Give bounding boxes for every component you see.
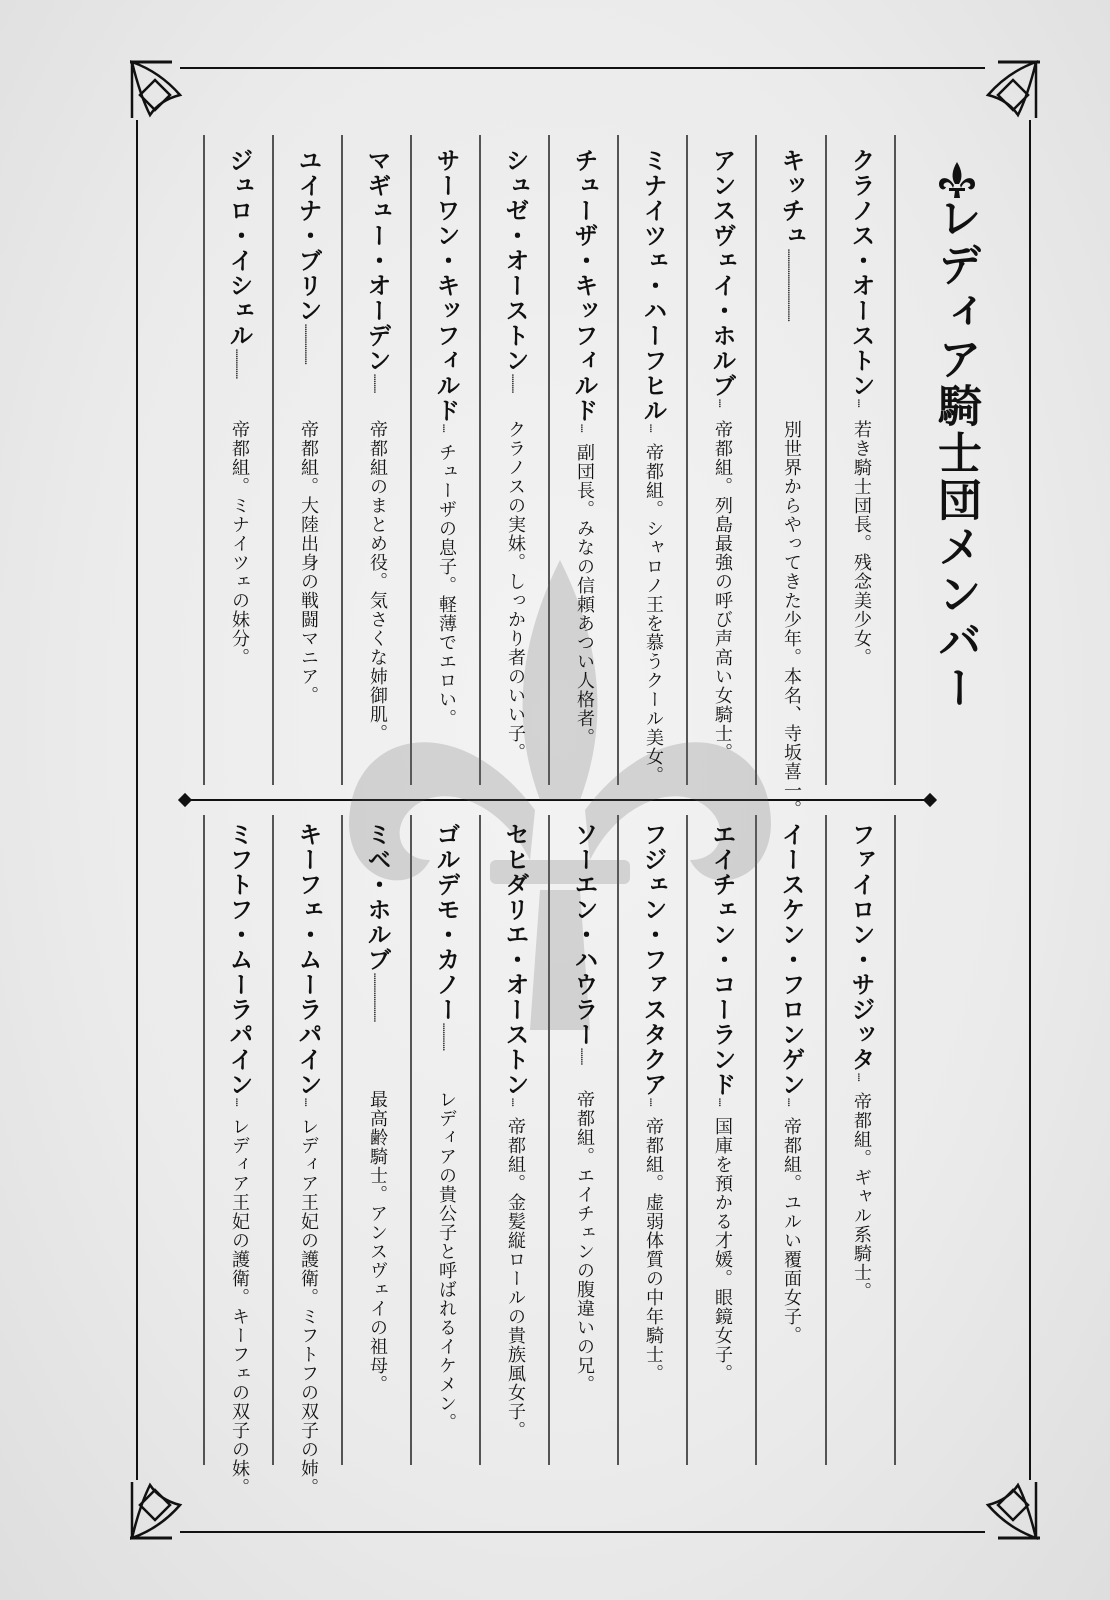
member-entry: [210, 148, 268, 667]
member-name: アンスヴェイ・ホルブ: [708, 148, 736, 398]
member-description: 帝都組。金髪縦ロールの貴族風女子。: [505, 1117, 526, 1440]
member-description: 副団長。みなの信頼あつい人格者。: [574, 443, 595, 747]
leader-dots: ....: [646, 423, 661, 432]
leader-dots: .......................: [370, 972, 385, 1022]
member-description: レディアの貴公子と呼ばれるイケメン。: [436, 1090, 457, 1432]
leader-dots: ....: [646, 1097, 661, 1106]
member-description: 国庫を預かる才媛。眼鏡女子。: [712, 1117, 733, 1383]
member-name: ミフトフ・ムーラパイン: [225, 822, 253, 1097]
member-entry: [486, 148, 544, 762]
member-name: ユイナ・ブリン: [294, 148, 322, 323]
member-description: 帝都組。ユルい覆面女子。: [781, 1117, 802, 1345]
member-entry: [417, 148, 475, 728]
member-entry: [210, 822, 268, 1497]
leader-dots: ....: [854, 398, 869, 407]
member-description: 帝都組。虚弱体質の中年騎士。: [643, 1117, 664, 1383]
member-name: チューザ・キッフィルド: [570, 148, 598, 423]
fleur-de-lis-icon: [937, 160, 977, 200]
leader-dots: ....: [854, 1072, 869, 1081]
leader-dots: ....: [301, 1097, 316, 1106]
member-name: キーフェ・ムーラパイン: [294, 822, 322, 1097]
member-name: ミベ・ホルブ: [363, 822, 391, 972]
member-description: レディア王妃の護衛。キーフェの双子の妹。: [229, 1117, 250, 1497]
member-name: ファイロン・サジッタ: [847, 822, 875, 1072]
leader-dots: ..................................: [784, 248, 799, 321]
member-entry: [348, 148, 406, 743]
member-name: クラノス・オーストン: [847, 148, 875, 398]
member-entry: [624, 148, 682, 785]
leader-dots: ....: [232, 1097, 247, 1106]
leader-dots: ....: [577, 423, 592, 432]
member-description: 帝都組。シャロノ王を慕うクール美女。: [643, 443, 664, 785]
member-name: シュゼ・オーストン: [501, 148, 529, 373]
leader-dots: ....: [439, 423, 454, 432]
member-entry: [486, 822, 544, 1440]
leader-dots: ...................: [301, 323, 316, 364]
leader-dots: .........: [508, 373, 523, 393]
member-description: チューザの息子。軽薄でエロい。: [436, 443, 457, 728]
member-name: フジェン・ファスタクア: [639, 822, 667, 1097]
member-entry: [624, 822, 682, 1383]
member-entry: [762, 148, 820, 819]
member-description: 帝都組。ギャル系騎士。: [851, 1092, 872, 1301]
member-name: ジュロ・イシェル: [225, 148, 253, 348]
member-entry: [693, 148, 751, 762]
member-name: ゴルデモ・カノー: [432, 822, 460, 1022]
member-description: レディア王妃の護衛。ミフトフの双子の姉。: [298, 1117, 319, 1497]
member-name: イースケン・フロンゲン: [777, 822, 805, 1097]
member-description: クラノスの実妹。しっかり者のいい子。: [505, 420, 526, 762]
member-description: 帝都組。大陸出身の戦闘マニア。: [298, 420, 319, 705]
member-name: セヒダリエ・オーストン: [501, 822, 529, 1097]
member-name: サーワン・キッフィルド: [432, 148, 460, 423]
member-entry: [417, 822, 475, 1432]
member-entry: [279, 148, 337, 705]
member-name: ソーエン・ハウラー: [570, 822, 598, 1047]
member-name: キッチュ: [777, 148, 805, 248]
leader-dots: .............: [439, 1022, 454, 1050]
member-entry: [555, 148, 613, 747]
member-entry: [832, 822, 890, 1301]
member-name: エイチェン・コーランド: [708, 822, 736, 1097]
leader-dots: ....: [508, 1097, 523, 1106]
member-entry: [832, 148, 890, 667]
member-entry: [762, 822, 820, 1345]
member-description: 帝都組。ミナイツェの妹分。: [229, 420, 250, 667]
member-name: マギュー・オーデン: [363, 148, 391, 373]
member-entry: [348, 822, 406, 1394]
page-title: レディア騎士団メンバー: [930, 195, 981, 712]
member-description: 最高齢騎士。アンスヴェイの祖母。: [367, 1090, 388, 1394]
member-description: 帝都組。エイチェンの腹違いの兄。: [574, 1090, 595, 1394]
leader-dots: ........: [577, 1047, 592, 1065]
leader-dots: ..............: [232, 348, 247, 378]
leader-dots: ....: [715, 1097, 730, 1106]
member-entry: [555, 822, 613, 1394]
leader-dots: ....: [715, 398, 730, 407]
member-description: 若き騎士団長。残念美少女。: [851, 420, 872, 667]
leader-dots: .........: [370, 373, 385, 393]
member-entry: [279, 822, 337, 1497]
member-description: 帝都組のまとめ役。気さくな姉御肌。: [367, 420, 388, 743]
member-description: 帝都組。列島最強の呼び声高い女騎士。: [712, 420, 733, 762]
member-description: 別世界からやってきた少年。本名、寺坂喜一。: [781, 420, 802, 819]
leader-dots: ....: [784, 1097, 799, 1106]
member-entry: [693, 822, 751, 1383]
member-name: ミナイツェ・ハーフヒル: [639, 148, 667, 423]
